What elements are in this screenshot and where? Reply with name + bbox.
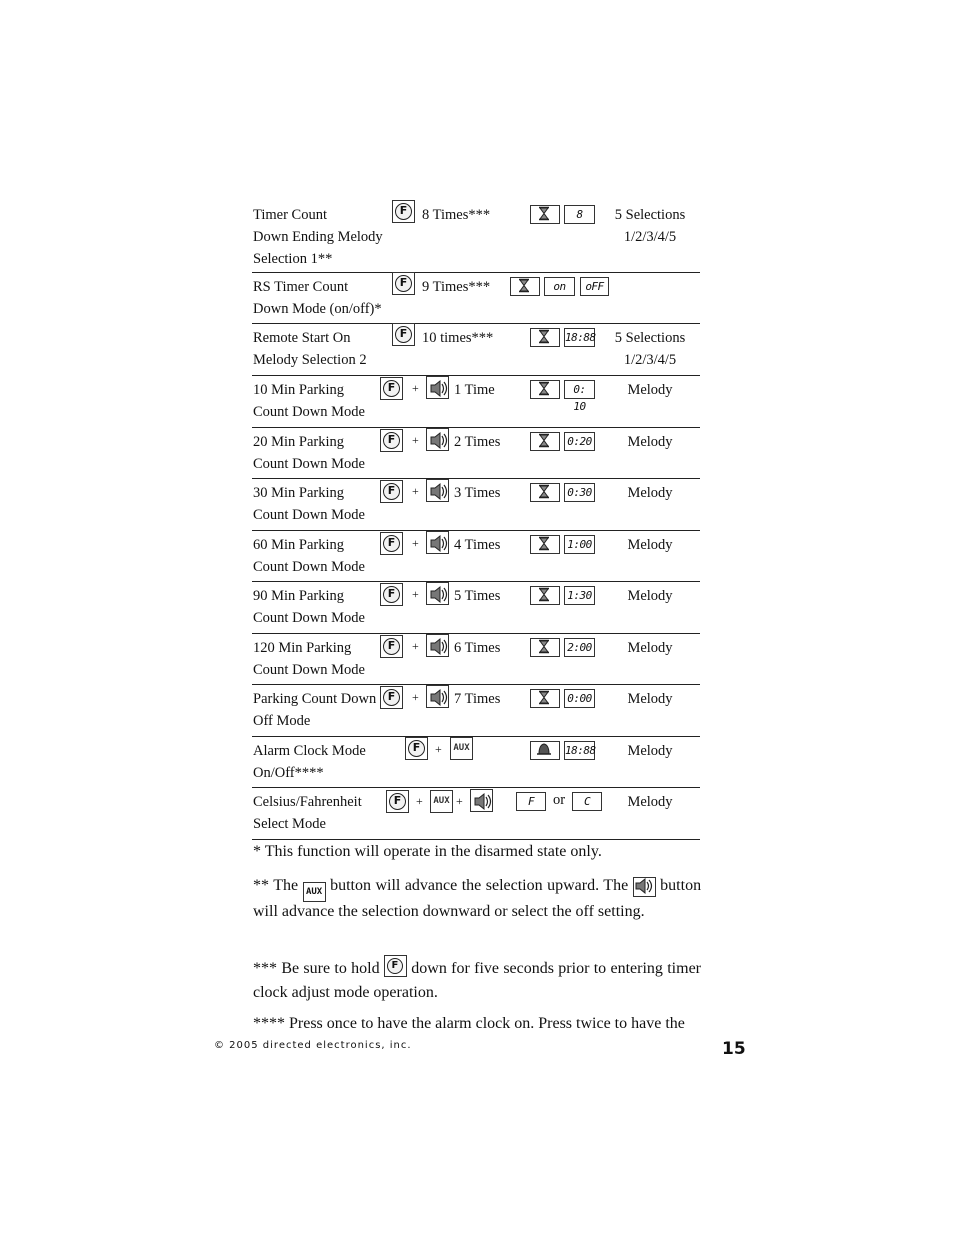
row-label: Timer Count Down Ending Melody Selection 1** [253, 207, 383, 267]
f-button-glyph: F [399, 327, 408, 340]
lcd-display: 0:30 [564, 483, 595, 502]
lcd-display: 1:00 [564, 535, 595, 554]
row-result: Melody [627, 537, 673, 553]
note-hold-text-b: down for five seconds prior to entering timer clock adjust mode operation. [253, 960, 701, 1001]
table-row [252, 684, 700, 737]
plus-sign: + [412, 484, 419, 498]
row-label: 30 Min Parking Count Down Mode [253, 485, 365, 523]
table-row [252, 200, 700, 273]
table-row [252, 427, 700, 479]
f-button-icon [386, 790, 409, 813]
f-button-icon [380, 635, 403, 658]
row-result: Melody [627, 382, 673, 398]
lcd-display: 18:88 [564, 328, 595, 347]
plus-sign: + [412, 381, 419, 395]
plus-sign: + [435, 742, 442, 756]
f-button-icon [392, 200, 415, 223]
plus-sign: + [412, 690, 419, 704]
or-text: or [553, 792, 566, 808]
table-row [252, 736, 700, 788]
bell-icon [530, 741, 560, 760]
press-count: 8 Times*** [422, 207, 491, 223]
speaker-button-icon [426, 685, 449, 708]
f-button-glyph: F [387, 433, 396, 446]
hourglass-icon [530, 535, 560, 554]
press-count: 3 Times [454, 485, 501, 501]
speaker-button-icon [426, 531, 449, 554]
row-result: Melody [627, 743, 673, 759]
note-hold-text-a: *** Be sure to hold [253, 960, 380, 977]
hourglass-icon [510, 277, 540, 296]
row-label: 10 Min Parking Count Down Mode [253, 382, 365, 420]
f-button-glyph: F [399, 276, 408, 289]
hourglass-icon [530, 638, 560, 657]
hourglass-icon [530, 586, 560, 605]
row-result: Melody [627, 794, 673, 810]
aux-button-icon: AUX [430, 790, 453, 813]
speaker-button-icon [470, 789, 493, 812]
lcd-display: 1:30 [564, 586, 595, 605]
page-number: 15 [722, 1039, 746, 1059]
plus-sign: + [456, 794, 463, 808]
row-label: Celsius/Fahrenheit Select Mode [253, 794, 362, 832]
row-result: Melody [627, 434, 673, 450]
f-button-icon [380, 480, 403, 503]
plus-sign: + [412, 639, 419, 653]
press-count: 5 Times [454, 588, 501, 604]
f-button-glyph: F [412, 741, 421, 754]
f-button-glyph: F [387, 690, 396, 703]
f-button-glyph: F [393, 794, 402, 807]
row-result: 5 Selections 1/2/3/4/5 [614, 330, 686, 368]
table-row [252, 478, 700, 531]
hourglass-icon [530, 205, 560, 224]
f-button-icon [380, 532, 403, 555]
row-result: Melody [627, 691, 673, 707]
press-count: 7 Times [454, 691, 501, 707]
speaker-button-icon [426, 634, 449, 657]
lcd-display: 0:00 [564, 689, 595, 708]
press-count: 9 Times*** [422, 279, 491, 295]
f-button-icon: F [384, 955, 407, 977]
row-result: Melody [627, 485, 673, 501]
plus-sign: + [412, 536, 419, 550]
press-count: 6 Times [454, 640, 501, 656]
f-button-glyph: F [387, 587, 396, 600]
speaker-button-icon [426, 376, 449, 399]
table-row [252, 633, 700, 685]
hourglass-icon [530, 689, 560, 708]
press-count: 1 Time [454, 382, 495, 398]
lcd-display: C [572, 792, 602, 811]
f-button-icon [405, 737, 428, 760]
f-button-icon [392, 323, 415, 346]
lcd-display: 18:88 [564, 741, 595, 760]
row-result: Melody [627, 588, 673, 604]
f-button-glyph: F [399, 204, 408, 217]
row-result: Melody [627, 640, 673, 656]
press-count: 4 Times [454, 537, 501, 553]
note-aux-speaker [253, 876, 701, 922]
hourglass-icon [530, 432, 560, 451]
row-label: RS Timer Count Down Mode (on/off)* [253, 279, 382, 317]
table-row [252, 323, 700, 376]
f-button-glyph: F [387, 381, 396, 394]
table-row [252, 787, 700, 840]
hourglass-icon [530, 328, 560, 347]
aux-button-icon: AUX [303, 882, 326, 902]
f-button-icon [392, 272, 415, 295]
row-label: 20 Min Parking Count Down Mode [253, 434, 365, 472]
speaker-button-icon [426, 582, 449, 605]
row-label: 90 Min Parking Count Down Mode [253, 588, 365, 626]
lcd-display: 8 [564, 205, 595, 224]
row-label: Alarm Clock Mode On/Off**** [253, 743, 366, 781]
copyright: © 2005 directed electronics, inc. [214, 1040, 412, 1051]
lcd-display: 0:20 [564, 432, 595, 451]
speaker-button-icon [633, 877, 656, 897]
note-hold-f [253, 955, 701, 1005]
lcd-display: on [544, 277, 575, 296]
f-button-glyph: F [387, 536, 396, 549]
plus-sign: + [412, 587, 419, 601]
f-button-icon [380, 686, 403, 709]
lcd-display: 0: 10 [564, 380, 595, 399]
plus-sign: + [416, 794, 423, 808]
note-disarmed: * This function will operate in the disarmed state only. [253, 843, 602, 860]
table-row [252, 375, 700, 428]
press-count: 2 Times [454, 434, 501, 450]
table-row [252, 530, 700, 582]
hourglass-icon [530, 380, 560, 399]
lcd-display: 2:00 [564, 638, 595, 657]
f-button-glyph: F [387, 639, 396, 652]
note-aux-text-c: button will advance the selection downward or select the off setting. [253, 877, 702, 920]
note-aux-text-b: button will advance the selection upward. The [330, 877, 629, 894]
f-button-icon [380, 583, 403, 606]
row-result: 5 Selections 1/2/3/4/5 [614, 207, 686, 245]
table-row [252, 272, 700, 324]
f-button-glyph: F [387, 484, 396, 497]
note-aux-text-a: ** The [253, 877, 299, 894]
press-count: 10 times*** [422, 330, 494, 346]
aux-button-icon: AUX [450, 737, 473, 760]
f-button-icon [380, 377, 403, 400]
note-alarm-clock: **** Press once to have the alarm clock on. Press twice to have the [253, 1015, 685, 1032]
table-row [252, 581, 700, 634]
row-label: 60 Min Parking Count Down Mode [253, 537, 365, 575]
hourglass-icon [530, 483, 560, 502]
speaker-button-icon [426, 428, 449, 451]
plus-sign: + [412, 433, 419, 447]
speaker-button-icon [426, 479, 449, 502]
lcd-display: oFF [580, 277, 609, 296]
row-label: Remote Start On Melody Selection 2 [253, 330, 367, 368]
f-button-icon [380, 429, 403, 452]
row-label: Parking Count Down Off Mode [253, 691, 377, 729]
lcd-display: F [516, 792, 546, 811]
row-label: 120 Min Parking Count Down Mode [253, 640, 365, 678]
